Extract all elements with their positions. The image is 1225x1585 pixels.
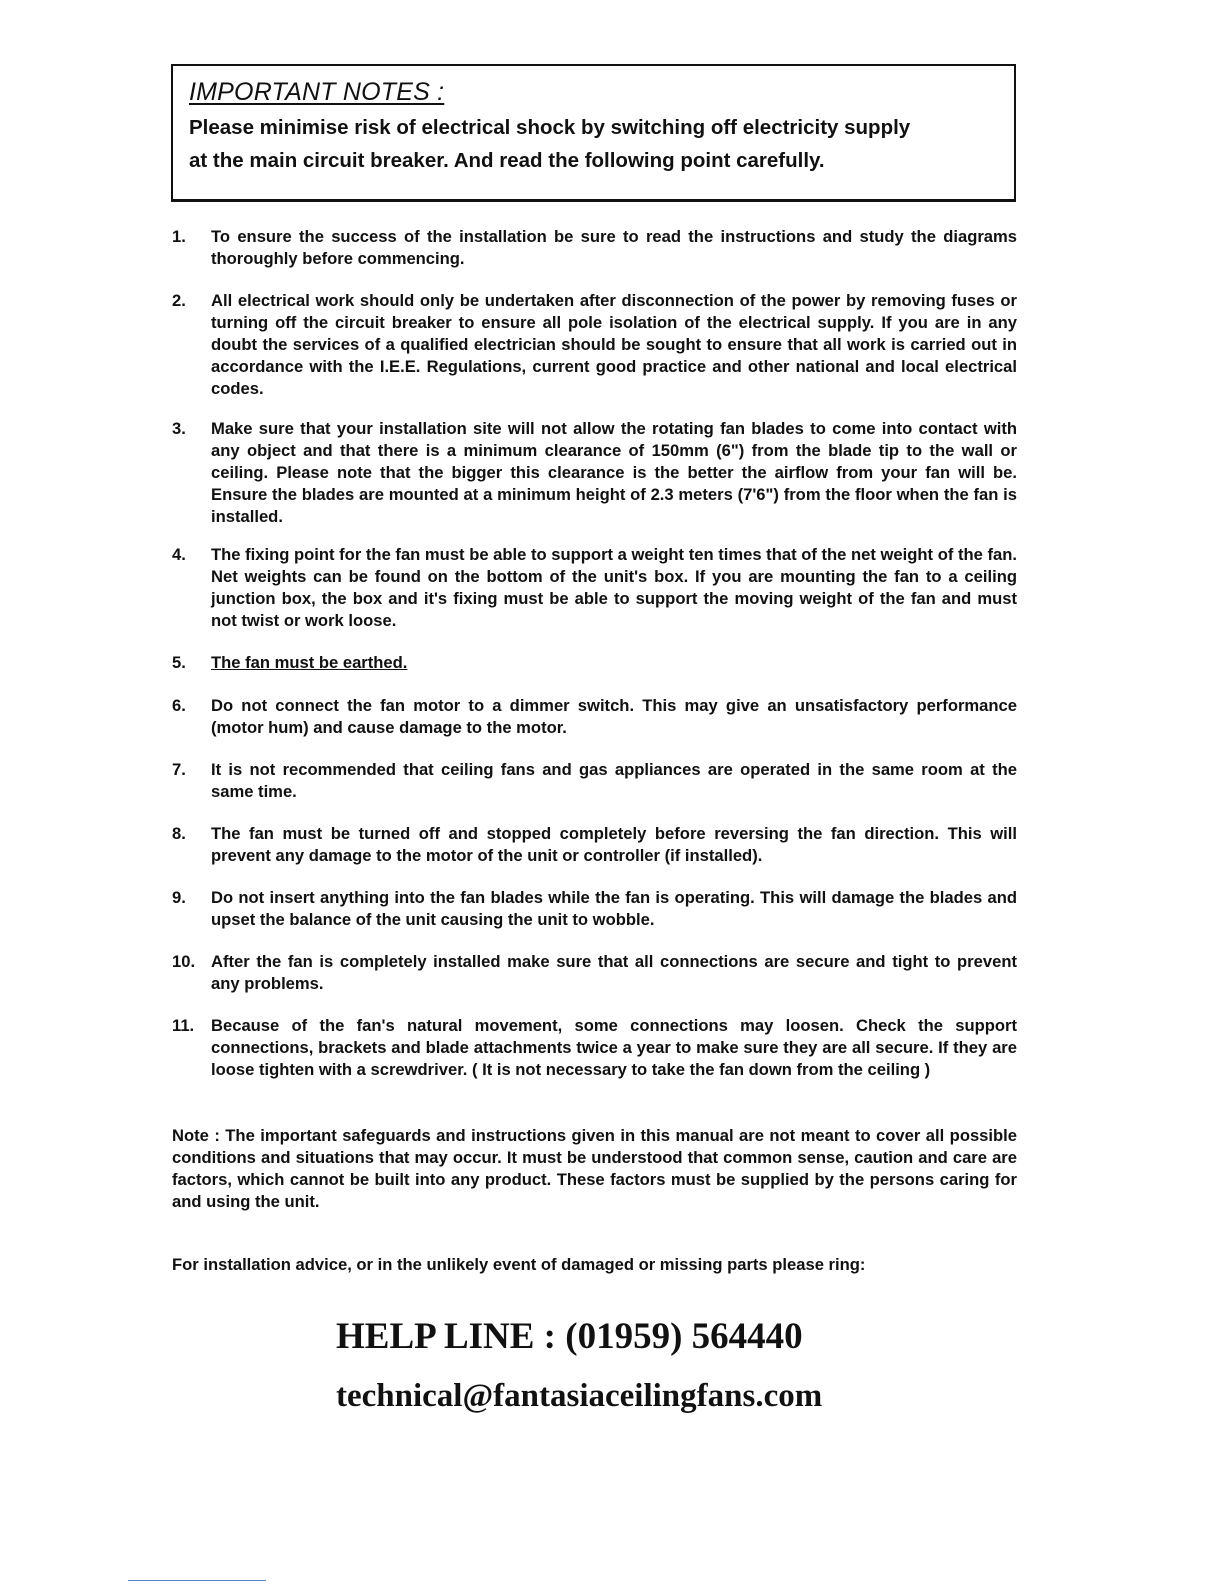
item-number: 7. [172,760,186,779]
item-text: Do not insert anything into the fan blades while the fan is operating. This will damage the blades and upset the balance of the unit causing the unit to wobble. [211,888,1017,929]
item-number: 3. [172,419,186,438]
item-text: The fan must be earthed. [211,653,408,672]
item-text: All electrical work should only be undertaken after disconnection of the power by removing fuses or turning off the circuit breaker to ensure all pole isolation of the electrical supply. If you are in any doubt the services of a qualified electrician should be sought to ensure that all work is carried out in accordance with the I.E.E. Regulations, current good practice and other national and local electrical codes. [211,291,1017,398]
item-text: To ensure the success of the installation be sure to read the instructions and study the diagrams thoroughly before commencing. [211,227,1017,268]
support-email: technical@fantasiaceilingfans.com [336,1378,823,1414]
instruction-item-5 [172,652,1017,695]
important-notes-title: IMPORTANT NOTES : [189,78,445,106]
item-number: 10. [172,952,196,971]
item-text: The fixing point for the fan must be able to support a weight ten times that of the net weight of the fan. Net weights can be found on the bottom of the unit's box. If you are mounting the fan to a ceiling junction box, the box and it's fixing must be able to support the moving weight of the fan and must not twist or work loose. [211,545,1017,630]
important-notes-box [171,64,1016,202]
item-number: 4. [172,545,186,564]
scan-edge-line [128,1580,266,1581]
item-number: 11. [172,1016,195,1035]
item-number: 1. [172,227,186,246]
item-text: After the fan is completely installed make sure that all connections are secure and tight to prevent any problems. [211,952,1017,993]
notice-line-2: at the main circuit breaker. And read the following point carefully. [189,149,825,172]
item-number: 2. [172,291,186,310]
installation-advice: For installation advice, or in the unlikely event of damaged or missing parts please ring: [172,1255,866,1274]
instruction-item-3 [172,418,1017,544]
instruction-item-11 [172,1015,1017,1115]
item-text: Because of the fan's natural movement, some connections may loosen. Check the support connections, brackets and blade attachments twice a year to make sure they are all secure. If they are loose tighten with a screwdriver. ( It is not necessary to take the fan down from the ceiling ) [211,1016,1017,1079]
notice-line-1: Please minimise risk of electrical shock by switching off electricity supply [189,116,911,139]
instruction-item-6 [172,695,1017,759]
item-number: 8. [172,824,186,843]
instruction-item-2 [172,290,1017,418]
safety-instructions-list [172,226,1017,1115]
instruction-item-7 [172,759,1017,823]
item-text: Make sure that your installation site will not allow the rotating fan blades to come into contact with any object and that there is a minimum clearance of 150mm (6") from the blade tip to the wall or ceiling. Please note that the bigger this clearance is the better the airflow from your fan will be. Ensure the blades are mounted at a minimum height of 2.3 meters (7'6") from the floor when the fan is installed. [211,419,1017,526]
safeguards-note: Note : The important safeguards and instructions given in this manual are not meant to cover all possible conditions and situations that may occur. It must be understood that common sense, caution and care are factors, which cannot be built into any product. These factors must be supplied by the persons caring for and using the unit. [172,1126,1017,1211]
item-number: 9. [172,888,186,907]
instruction-item-8 [172,823,1017,887]
instruction-item-9 [172,887,1017,951]
item-number: 6. [172,696,186,715]
item-text: The fan must be turned off and stopped completely before reversing the fan direction. This will prevent any damage to the motor of the unit or controller (if installed). [211,824,1017,865]
instruction-item-4 [172,544,1017,652]
item-number: 5. [172,653,186,672]
helpline-number: HELP LINE : (01959) 564440 [336,1316,803,1357]
instruction-item-1 [172,226,1017,290]
instruction-item-10 [172,951,1017,1015]
item-text: Do not connect the fan motor to a dimmer switch. This may give an unsatisfactory performance (motor hum) and cause damage to the motor. [211,696,1017,737]
item-text: It is not recommended that ceiling fans and gas appliances are operated in the same room at the same time. [211,760,1017,801]
